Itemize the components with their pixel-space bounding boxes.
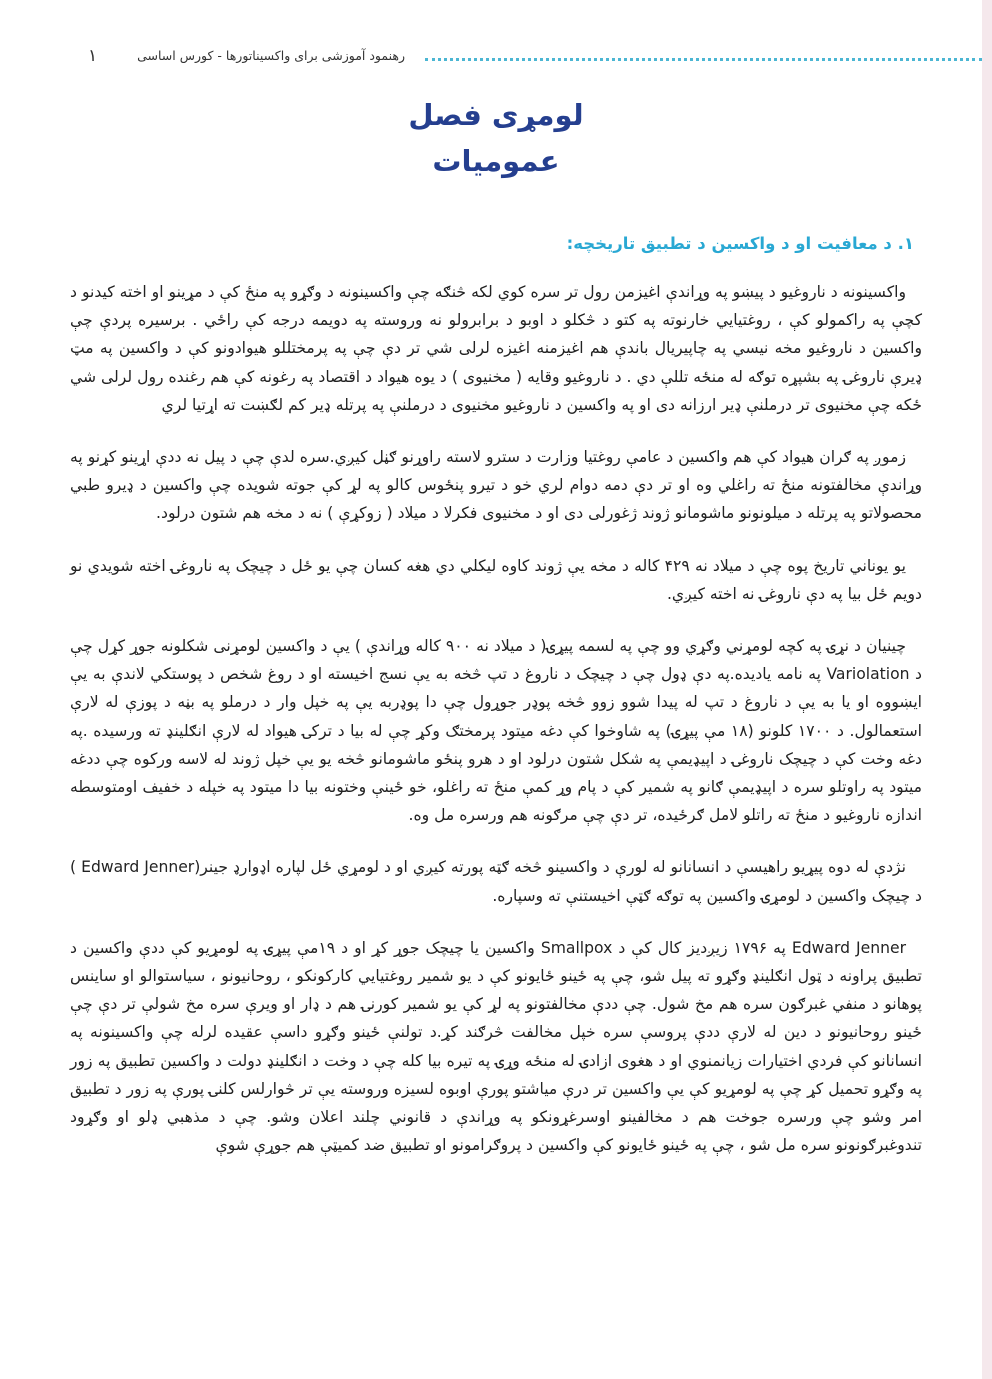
paragraph: چینیان د نړۍ په کچه لومړني وګړي وو چې په لسمه پیړۍ( د میلاد نه ۹۰۰ کاله وړاندې ) یې د واکسین لومړنی شکلونه جوړ کړل چې د Variolation په نامه یادیده.په دې ډول چې د چیچک د ناروغ د تپ څخه به یې نسج اخیسته او د روغ شخص د پوستکي لاندې به یې ایښووه او یا به یې د ناروغ د تپ له پیدا شوو زوو څخه پوډر جوړول چې دا پوډربه یې په خپل وار د درملو په بڼه د پوزې له لارې استعمالول. د ۱۷۰۰ کلونو (۱۸ مې پیړۍ) په شاوخوا کې دغه میتود پرمختګ وکړ چې له بیا د ترکۍ هیواد له لارې انګلینډ ته ورسیده .په دغه وخت کې د چیچک ناروغۍ د اپیډیمې په شکل شتون درلود او د هرو پنځو ماشومانو څخه یو یې خپل ژوند له لاسه ورکوه چې ددغه میتود په راوتلو سره د اپیډیمې ګانو په شمیر کې د پام وړ کمې منځ ته راغلو، خو ځینې وختونه بیا دا میتود په خپله د خفیف اومتوسطه اندازه ناروغیو د منځ ته راتلو لامل ګرځیده، تر دې چې مرګونه هم ورسره مل وه. xyxy=(70,637,922,825)
section-heading: ۱. د معافیت او د واکسین د تطبیق تاریخچه: xyxy=(566,234,914,253)
paragraph: Edward Jenner په ۱۷۹۶ زیږدیز کال کې د Smallpox واکسین یا چیچک جوړ کړ او د ۱۹مې پیړۍ په لومړیو کې ددې واکسین د تطبیق پراونه د ټول انګلینډ وګړو ته پیل شو، چې په ځینو ځایونو کې د یو شمیر روغتیایي کارکونکو ، روحانیونو ، سیاستوالو او ساینس پوهانو د منفي غبرګون سره هم مخ شول. چې ددې مخالفتونو په لړ کې یو شمیر کورنۍ هم د ډار او ویرې سره مخ شولې تر دې چې ځینو روحانیونو د دین له لارې ددې پروسې سره خپل مخالفت څرګند کړ.د تولنې ځینو وګړو داسې عقیده لرله چې واکسینونه په انسانانو کې فردي اختیارات زیانمنوي او د هغوی ازادۍ له منځه وړۍ په تیره بیا کله چې د وخت د انګلینډ دولت د واکسین تطبیق په زور په وګړو تحمیل کړ چې په لومړیو کې یې واکسین تر درې میاشتو پورې اوبوه لسیزه وروسته یې تر څوارلس کلنۍ پورې په زور د تطبیق امر وشو چې ورسره جوخت هم د مخالفینو اوسرغړونکو په وړاندې د قانوني چلند اعلان وشو. چې د مذهبي ډلو او وګړود تندوغبرګونونو سره مل شو ، چې په ځینو ځایونو کې واکسین د پروګرامونو او تطبیق ضد کمیټې هم جوړې شوې xyxy=(70,938,922,1155)
header-dotted-rule xyxy=(425,58,982,61)
paragraph: زموږ په ګران هیواد کې هم واکسین د عامې روغتیا وزارت د سترو لاسته راوړنو ګڼل کیږي.سره لدې چې د پیل نه ددې اړینو کړنو په وړاندې مخالفتونه منځ ته راغلي وه او تر دې دمه دوام لري خو د تیرو پنځوس کالو په لړ کې جوته شویده چې واکسین د ډیرو طبي محصولاتو په پرتله د میلونونو ماشومانو ژوند ژغورلی دی او د مخنیوی فکرلا د میلاد ( زوکړې ) نه د مخه هم شتون درلود. xyxy=(70,448,922,523)
page-number: ۱ xyxy=(88,46,98,66)
paragraph: یو یوناني تاریخ پوه چې د میلاد نه ۴۲۹ کاله د مخه یې ژوند کاوه لیکلي دي هغه کسان چې یو ځل د چیچک په ناروغۍ اخته شویدي نو دویم ځل بیا په دې ناروغۍ نه اخته کیږي. xyxy=(70,556,922,603)
chapter-title xyxy=(70,92,922,184)
chapter-name: عمومیات xyxy=(432,144,560,178)
running-title: رهنمود آموزشی برای واکسیناتورها - کورس اساسی xyxy=(137,48,405,63)
body-text xyxy=(70,278,922,1183)
paragraph: واکسینونه د ناروغیو د پیښو په وړاندې اغیزمن رول تر سره کوي لکه څنګه چې واکسینونه د وګړو په منځ کې د مړینو او اخته کیدنو د کچې په راکمولو کې ، روغتیایي خارنوته په کتو د څکلو د اوبو د برابرولو نه وروسته په دویمه درجه کې راځي . برسیره پردې چې واکسین د ناروغیو مخه نیسي په چاپیریال باندې هم اغیزمنه اغیزه لرلی شي تر دې چې په پرمختللو هیوادونو کې د واکسین په مټ ډیرې ناروغۍ په بشپړه توګه له منځه تللې دي . د ناروغیو وقایه ( مخنیوی ) د یوه هیواد د اقتصاد په رغونه کې هم رغنده رول لرلی شي ځکه چې مخنیوی تر درملنې ډیر ارزانه دی او په واکسین د ناروغیو مخنیوی د درملنې په پرتله ډیر کم لګښت ته اړتیا لري xyxy=(70,283,922,414)
paragraph: نژدې له دوه پیړیو راهیسې د انسانانو له لورې د واکسینو څخه ګټه پورته کیږي او د لومړي ځل لپاره اډوارډ جینر(Edward Jenner ) د چیچک واکسین د لومړۍ واکسین په توګه ګټې اخیستنې ته وسپاره. xyxy=(70,858,922,905)
page-edge-strip xyxy=(982,0,992,1379)
page-header xyxy=(70,44,982,74)
chapter-number: لومړی فصل xyxy=(408,98,584,132)
